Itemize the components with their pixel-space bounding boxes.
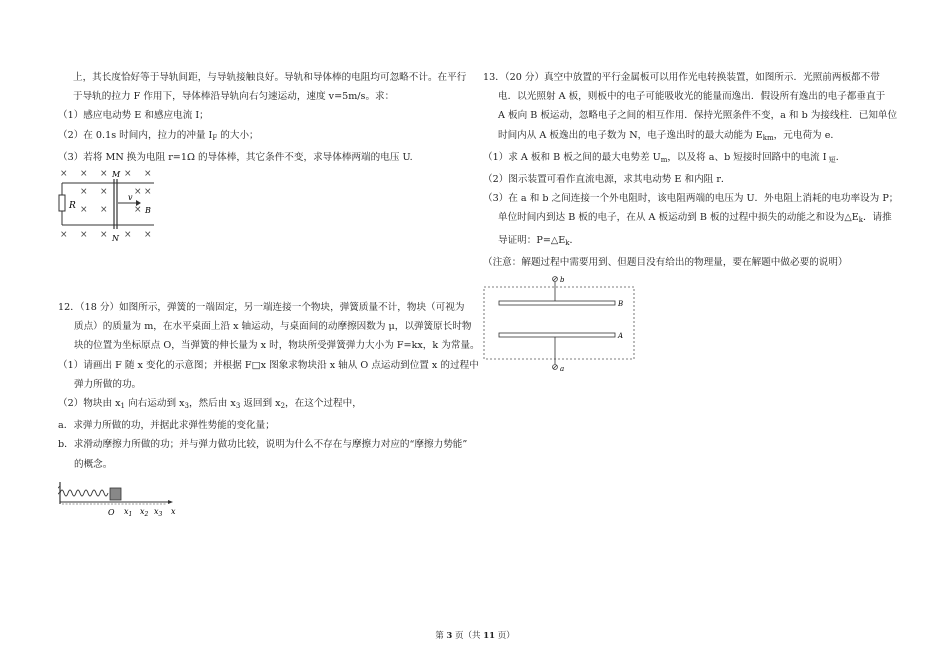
svg-text:×: × <box>134 205 142 216</box>
svg-text:×: × <box>80 169 88 180</box>
svg-text:×: × <box>60 230 68 241</box>
spring-block-figure <box>58 478 188 518</box>
q11-part-2: （2）在 0.1s 时间内，拉力的冲量 $I_F$ 的大小； <box>58 129 259 142</box>
q13-line-1: 13．（20 分）真空中放置的平行金属板可以用作光电转换装置，如图所示．光照前两板都不带 <box>483 72 880 83</box>
label-x2: $x_2$ <box>140 506 149 518</box>
svg-text:×: × <box>144 230 152 241</box>
block <box>110 488 121 500</box>
label-a: a <box>560 365 565 374</box>
label-b: b <box>560 276 565 285</box>
q12-line-5: 弹力所做的功。 <box>74 378 142 390</box>
right-column <box>483 68 899 374</box>
plate-a <box>499 333 615 337</box>
q13-line-3: A 板向 B 板运动，忽略电子之间的相互作用．保持光照条件不变，a 和 b 为接线柱．已知单位 <box>498 110 898 122</box>
q11-part-3: （3）若将 MN 换为电阻 r=1Ω 的导体棒，其它条件不变，求导体棒两端的电压 U. <box>58 151 413 163</box>
q12-line-3: 块的位置为坐标原点 O，当弹簧的伸长量为 x 时，物块所受弹簧弹力大小为 F=kx，k 为常量。 <box>74 340 480 352</box>
svg-text:×: × <box>124 230 132 241</box>
label-x3: $x_3$ <box>154 506 163 518</box>
rail-magnetic-field-figure <box>58 167 168 243</box>
q11-cont-line-1: 上，其长度恰好等于导轨间距，与导轨接触良好。导轨和导体棒的电阻均可忽略不计。在平行 <box>73 72 467 83</box>
label-x1: $x_1$ <box>124 506 133 518</box>
resistor <box>59 195 65 211</box>
plate-b <box>499 301 615 305</box>
q12-line-1: 12．（18 分）如图所示，弹簧的一端固定，另一端连接一个物块，弹簧质量不计，物块（可视为 <box>58 302 465 314</box>
label-plate-b: B <box>618 300 624 309</box>
resistor-label: R <box>69 201 76 212</box>
q12-line-4: （1）请画出 F 随 x 变化的示意图；并根据 F□x 图象求物块沿 x 轴从 O 点运动到位置 x 的过程中 <box>58 359 479 371</box>
q13-line-7: （3）在 a 和 b 之间连接一个外电阻时，该电阻两端的电压为 U．外电阻上消耗的电功率设为 P； <box>483 193 899 205</box>
q13-line-4: 时间内从 A 板逸出的电子数为 N，电子逸出时的最大动能为 $E_{km}$，元电荷为 e． <box>498 129 840 142</box>
q13-line-8: 单位时间内到达 B 板的电子，在从 A 板运动到 B 板的过程中损失的动能之和设为$\triangle E_k$．请推 <box>498 212 892 225</box>
q11-part-1: （1）感应电动势 E 和感应电流 I； <box>58 110 209 122</box>
svg-text:×: × <box>100 169 108 180</box>
parallel-plate-figure <box>483 274 643 374</box>
spring <box>60 490 108 496</box>
page-footer: 第 3 页（共 11 页） <box>435 631 515 641</box>
total-pages: 11 <box>483 631 496 641</box>
svg-text:×: × <box>124 169 132 180</box>
q13-line-9: 导证明：$P=\triangle E_k$． <box>498 234 580 247</box>
label-o: O <box>108 507 115 517</box>
field-cross: × <box>60 169 68 180</box>
label-b: B <box>145 206 151 216</box>
q13-line-2: 电．以光照射 A 板，则板中的电子可能吸收光的能量而逸出．假设所有逸出的电子都垂直于 <box>498 91 886 103</box>
left-column <box>58 68 480 518</box>
dashed-enclosure <box>484 287 634 359</box>
x-axis-arrow <box>168 500 173 504</box>
svg-text:×: × <box>134 187 142 198</box>
q12-line-6: （2）物块由 $x_1$ 向右运动到 $x_3$，然后由 $x_3$ 返回到 $x_2$，在这个过程中， <box>58 398 362 411</box>
svg-text:×: × <box>100 230 108 241</box>
svg-text:×: × <box>100 205 108 216</box>
svg-text:×: × <box>144 187 152 198</box>
label-v: v <box>128 193 133 203</box>
svg-text:×: × <box>80 187 88 198</box>
q13-line-5: （1）求 A 板和 B 板之间的最大电势差 $U_m$，以及将 a、b 短接时回路中的电流 I $_短$． <box>483 151 846 164</box>
q13-note: （注意：解题过程中需要用到、但题目没有给出的物理量，要在解题中做必要的说明） <box>483 256 848 268</box>
svg-text:×: × <box>80 230 88 241</box>
q12-line-2: 质点）的质量为 m，在水平桌面上沿 x 轴运动，与桌面间的动摩擦因数为 μ，以弹簧原长时物 <box>74 321 472 333</box>
q13-line-6: （2）图示装置可看作直流电源，求其电动势 E 和内阻 r． <box>483 174 731 186</box>
q11-cont-line-2: 于导轨的拉力 F 作用下，导体棒沿导轨向右匀速运动，速度 v=5m/s。求： <box>73 91 395 103</box>
q12-line-8: b．求滑动摩擦力所做的功；并与弹力做功比较，说明为什么不存在与摩擦力对应的“摩擦力势能” <box>58 439 468 451</box>
label-n: N <box>112 234 119 244</box>
svg-text:×: × <box>80 205 88 216</box>
label-m: M <box>112 170 121 180</box>
svg-text:×: × <box>100 187 108 198</box>
q12-line-7: a．求弹力所做的功，并据此求弹性势能的变化量； <box>58 420 275 432</box>
label-plate-a: A <box>618 332 624 341</box>
label-x: x <box>171 506 176 516</box>
page-number: 3 <box>446 631 453 641</box>
svg-text:×: × <box>144 169 152 180</box>
q12-line-9: 的概念。 <box>74 458 113 470</box>
